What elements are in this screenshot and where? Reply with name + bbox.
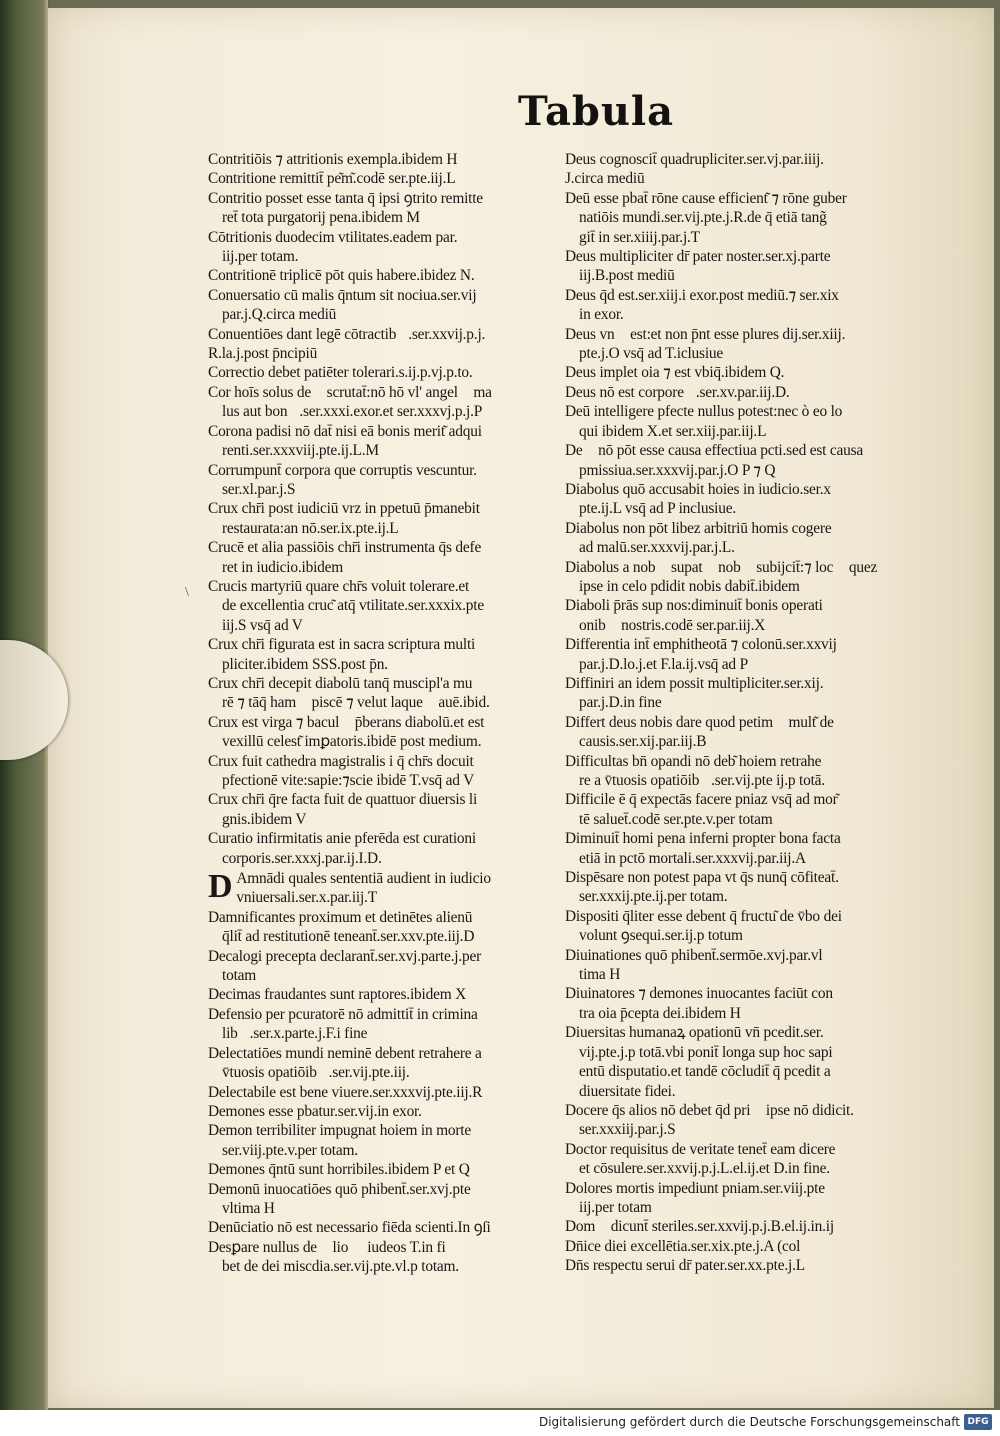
- index-entry-line: lus aut bon᷒.ser.xxxi.exor.et ser.xxxvj.p.j.P: [222, 403, 483, 421]
- index-entry-line: Dispositi q̄liter esse debent q̄ fructu͂ de v̄bo dei: [565, 907, 842, 925]
- index-entry-line: Deus q̄d est.ser.xiij.i exor.post mediū.⁊ ser.xix: [565, 286, 839, 304]
- index-entry-line: Demonū inuocatiōes quō phibent̄.ser.xvj.pte: [208, 1180, 471, 1198]
- index-entry-line: Curatio infirmitatis anie pferēda est curationi: [208, 830, 476, 848]
- index-entry-line: Cōtritionis duodecim vtilitates.eadem par.: [208, 228, 458, 246]
- index-entry-line: iij.S vsq̄ ad V: [222, 616, 303, 634]
- funding-credit: Digitalisierung gefördert durch die Deutsche Forschungsgemeinschaft: [538, 1415, 960, 1429]
- index-entry-line: Crux chr̄i figurata est in sacra scriptura multi: [208, 636, 476, 654]
- index-entry-line: Diabolus a nob᷑ supat᷒ nob᷑ subijcit̄:⁊ loc᷒ quez: [565, 558, 878, 576]
- index-entry-line: ser.xxxij.pte.ij.per totam.: [579, 888, 728, 906]
- index-entry-line: iij.per totam: [579, 1198, 652, 1216]
- index-entry-line: Contritionē triplicē pōt quis habere.ibidez N.: [208, 267, 475, 285]
- index-entry-line: Diminuit̄ homi pena inferni propter bona facta: [565, 830, 841, 848]
- index-entry-line: Crux chr̄i q̄re facta fuit de quattuor diuersis li: [208, 791, 478, 809]
- index-entry-line: Diffiniri an idem possit multipliciter.ser.xij.: [565, 674, 824, 692]
- index-entry-line: causis.ser.xij.par.iij.B: [579, 733, 707, 751]
- index-entry-line: restaurata:an nō.ser.ix.pte.ij.L: [222, 519, 399, 537]
- index-entry-line: bet de dei miscdia.ser.vij.pte.vl.p totam.: [222, 1258, 459, 1276]
- index-entry-line: Deū esse pbat̄ rōne cause efficient͂ ⁊ rōne guber: [565, 189, 847, 207]
- index-entry-line: qui ibidem X.et ser.xiij.par.iij.L: [579, 422, 767, 440]
- right-entries: [565, 150, 910, 1276]
- index-entry-line: tra oia p̄cepta dei.ibidem H: [579, 1004, 741, 1022]
- index-entry-line: Diuinatores ⁊ demones inuocantes faciūt con: [565, 985, 833, 1003]
- index-entry-line: Contritio posset esse tanta q̄ ipsi ꝯtrito remitte: [208, 189, 483, 207]
- index-entry-line: Corona padisi nō dat̄ nisi eā bonis merit͂ adqui: [208, 422, 482, 440]
- index-entry-line: pliciter.ibidem SSS.post p̄n.: [222, 655, 388, 673]
- index-entry-line: ret̄ tota purgatorij pena.ibidem M: [222, 209, 420, 227]
- index-entry-line: Decimas fraudantes sunt raptores.ibidem X: [208, 986, 467, 1004]
- index-entry-line: Deū intelligere pfecte nullus potest:nec ò eo lo: [565, 403, 843, 421]
- index-entry-line: par.j.D.in fine: [579, 694, 662, 712]
- index-entry-line: diuersitate fidei.: [579, 1082, 676, 1100]
- index-entry-line: Diabolus quō accusabit hoies in iudicio.ser.x: [565, 480, 831, 498]
- index-entry-line: volunt ꝯsequi.ser.ij.p totum: [579, 927, 743, 945]
- index-entry-line: R.la.j.post p̄ncipiū: [208, 345, 318, 363]
- index-entry-line: Diuinationes quō phibent̄.sermōe.xvj.par.vl: [565, 946, 823, 964]
- index-entry-line: vij.pte.j.p totā.vbi ponit̄ longa sup hoc sapi: [579, 1043, 833, 1061]
- page-title: Tabula: [518, 88, 675, 135]
- index-entry-line: Corrumpunt̄ corpora que corruptis vescuntur.: [208, 461, 477, 479]
- left-entries: [208, 150, 548, 868]
- left-d-entries: [208, 869, 548, 1277]
- index-entry-line: Delectabile est bene viuere.ser.xxxvij.pte.iij.R: [208, 1083, 483, 1101]
- index-entry-line: J.circa mediū: [565, 170, 645, 188]
- index-entry-line: Correctio debet patiēter tolerari.s.ij.p.vj.p.to.: [208, 364, 473, 382]
- index-entry-line: iij.per totam.: [222, 248, 299, 266]
- index-entry-line: ret in iudicio.ibidem: [222, 558, 344, 576]
- index-entry-line: rē ⁊ tāq̄ ham᷒ piscē ⁊ velut laque᷒ auē.ibid.: [222, 694, 490, 712]
- index-entry-line: Defensio per pcuratorē nō admittit̄ in crimina: [208, 1005, 478, 1023]
- index-entry-line: entū disputatio.et tandē cōcludit̄ q̄ pcedit a: [579, 1063, 831, 1081]
- index-entry-line: Conuentiōes dant legē cōtractib᷑.ser.xxvij.p.j.: [208, 325, 486, 343]
- index-entry-line: Crucis martyriū quare chr̄s voluit tolerare.et: [208, 577, 470, 595]
- index-entry-line: vexillū celest͂ imꝑatoris.ibidē post medium.: [222, 733, 482, 751]
- index-entry-line: Difficile ē q̄ expectās facere pniaz vsq̄ ad mor͂: [565, 791, 838, 809]
- index-entry-line: Dn̄ice diei excellētia.ser.xix.pte.j.A (col: [565, 1237, 801, 1255]
- index-entry-line: ad malū.ser.xxxvij.par.j.L.: [579, 539, 735, 557]
- index-entry-line: Demones q̄ntū sunt horribiles.ibidem P et Q: [208, 1161, 470, 1179]
- index-entry-line: Diaboli p̄rās sup nos:diminuit̄ bonis operati: [565, 597, 823, 615]
- index-entry-line: pfectionē vite:sapie:⁊scie ibidē T.vsq̄ ad V: [222, 772, 475, 789]
- index-entry-line: corporis.ser.xxxj.par.ij.I.D.: [222, 849, 382, 867]
- dfg-logo-icon: DFG: [964, 1414, 992, 1430]
- index-entry-line: renti.ser.xxxviij.pte.ij.L.M: [222, 442, 379, 460]
- index-entry-line: re a v̄tuosis opatiōib᷑.ser.vij.pte ij.p totā.: [579, 772, 825, 789]
- footer-bar: [0, 1410, 1000, 1436]
- index-entry-line: Contritiōis ⁊ attritionis exempla.ibidem H: [208, 151, 458, 168]
- index-entry-line: v̄tuosis opatiōib᷑.ser.vij.pte.iij.: [222, 1064, 410, 1082]
- index-entry-line: q̄lit̄ ad restitutionē teneant̄.ser.xxv.pte.iij.D: [222, 928, 475, 946]
- index-entry-line: De᷒ nō pōt esse causa effectiua pcti.sed est causa: [565, 442, 864, 460]
- index-entry-line: et cōsulere.ser.xxvij.p.j.L.el.ij.et D.in fine.: [579, 1160, 830, 1178]
- index-entry-line: pte.j.O vsq̄ ad T.iclusiue: [579, 345, 724, 363]
- index-entry-line: etiā in pctō mortali.ser.xxxvij.par.iij.A: [579, 849, 806, 867]
- index-entry-line: Amnādi quales sententiā audient in iudicio: [236, 870, 491, 888]
- index-entry-line: Deus nō est corpore᷒.ser.xv.par.iij.D.: [565, 383, 790, 401]
- index-entry-line: Crux chr̄i decepit diabolū tanq̄ muscipl'a mu: [208, 674, 473, 692]
- index-entry-line: ser.xxxiij.par.j.S: [579, 1121, 676, 1139]
- index-entry-line: par.j.Q.circa mediū: [222, 306, 337, 324]
- index-entry-line: ser.viij.pte.v.per totam.: [222, 1141, 358, 1159]
- index-entry-line: gnis.ibidem V: [222, 810, 307, 828]
- index-entry-line: vniuersali.ser.x.par.iij.T: [236, 889, 377, 907]
- index-entry-line: Deus vn᷒ est:et non p̄nt esse plures dij.ser.xiij.: [565, 325, 846, 343]
- index-entry-line: in exor.: [579, 306, 624, 324]
- index-entry-line: Diuersitas humanaꝝ opationū vn̄ pcedit.ser.: [565, 1024, 824, 1042]
- index-entry-line: Doctor requisitus de veritate tenet̄ eam dicere: [565, 1140, 836, 1158]
- index-column-right: [565, 150, 910, 1276]
- index-entry-line: Dolores mortis impediunt pniam.ser.viij.pte: [565, 1179, 825, 1197]
- index-entry-line: Deus implet oia ⁊ est vbiq̄.ibidem Q.: [565, 364, 785, 382]
- index-entry-line: Differentia int̄ emphitheotā ⁊ colonū.ser.xxvij: [565, 636, 837, 654]
- index-entry-line: vltima H: [222, 1199, 275, 1217]
- index-entry-line: Contritione remittit̄ pe͂m͂.codē ser.pte.iij.L: [208, 170, 456, 188]
- index-entry-line: Conuersatio cū malis q̄ntum sit nociua.ser.vij: [208, 286, 477, 304]
- index-entry-line: tima H: [579, 966, 621, 984]
- index-entry-line: ipse in celo pdidit nobis dabit̄.ibidem: [579, 577, 800, 595]
- index-column-left: [208, 150, 548, 1277]
- index-entry-line: Cor hoīs solus de᷒ scrutat̄:nō hō vl' angel᷒ ma: [208, 383, 492, 401]
- drop-cap-initial: D: [208, 868, 233, 906]
- index-entry-line: totam: [222, 967, 257, 985]
- index-entry-line: Deus multipliciter dr̄ pater noster.ser.xj.parte: [565, 248, 831, 266]
- index-entry-line: Decalogi precepta declarant̄.ser.xvj.parte.j.per: [208, 947, 482, 965]
- index-entry-line: Dn̄s respectu serui dr̄ pater.ser.xx.pte.j.L: [565, 1257, 805, 1275]
- index-entry-line: lib᷑.ser.x.parte.j.F.i fine: [222, 1025, 368, 1043]
- index-entry-line: onib᷑ nostris.codē ser.par.iij.X: [579, 616, 766, 634]
- index-entry-line: Diabolus non pōt libez arbitriū homis cogere: [565, 519, 832, 537]
- index-entry-line: git̄ in ser.xiiij.par.j.T: [579, 228, 700, 246]
- stray-mark: \: [185, 585, 189, 600]
- index-entry-line: Denūciatio nō est necessario fiēda scienti.In ꝯſi: [208, 1219, 491, 1237]
- index-entry-line: iij.B.post mediū: [579, 267, 675, 285]
- index-entry-line: ser.xl.par.j.S: [222, 480, 296, 498]
- index-entry-line: Damnificantes proximum et detinētes alienū: [208, 908, 473, 926]
- index-entry-line: tē saluet̄.codē ser.pte.v.per totam: [579, 810, 773, 828]
- section-d: [208, 869, 548, 1277]
- index-entry-line: par.j.D.lo.j.et F.la.ij.vsq̄ ad P: [579, 655, 748, 673]
- index-entry-line: Crux chr̄i post iudiciū vrz in ppetuū p̄manebit: [208, 500, 480, 518]
- index-entry-line: Demon terribiliter impugnat hoiem in morte: [208, 1122, 472, 1140]
- index-entry-line: Deus cognoscit̄ quadrupliciter.ser.vj.par.iiij.: [565, 151, 824, 168]
- index-entry-line: Differt deus nobis dare quod petim᷒ mult͂ de: [565, 713, 834, 731]
- index-entry-line: natiōis mundi.ser.vij.pte.j.R.de q̄ etiā tang̃: [579, 209, 827, 227]
- index-entry-line: Desꝑare nullus de᷒ lio ꝯ iudeos T.in fi: [208, 1238, 446, 1256]
- index-entry-line: Crucē et alia passiōis chr̄i instrumenta q̄s defe: [208, 539, 482, 557]
- index-entry-line: pte.ij.L vsq̄ ad P inclusiue.: [579, 500, 736, 518]
- index-entry-line: Demones esse pbatur.ser.vij.in exor.: [208, 1102, 422, 1120]
- index-entry-line: Delectatiōes mundi neminē debent retrahere a: [208, 1044, 482, 1062]
- index-entry-line: Docere q̄s alios nō debet q̄d pri᷒ ipse nō didicit.: [565, 1101, 854, 1119]
- index-entry-line: pmissiua.ser.xxxvij.par.j.O P ⁊ Q: [579, 461, 776, 479]
- index-entry-line: Crux fuit cathedra magistralis i q̄ chr̄s docuit: [208, 752, 474, 770]
- index-entry-line: Dispēsare non potest papa vt q̄s nunq̄ cōfiteat̄.: [565, 869, 839, 887]
- index-entry-line: de excellentia cruc͂ atq̄ vtilitate.ser.xxxix.pte: [222, 597, 484, 615]
- index-entry-line: Difficultas bn̄ opandi nō deb͂ hoiem retrahe: [565, 752, 822, 770]
- index-entry-line: Dom᷒ dicunt̄ steriles.ser.xxvij.p.j.B.el.ij.in.ij: [565, 1218, 834, 1236]
- index-entry-line: Crux est virga ⁊ bacul᷒ p̄berans diabolū.et est: [208, 713, 485, 731]
